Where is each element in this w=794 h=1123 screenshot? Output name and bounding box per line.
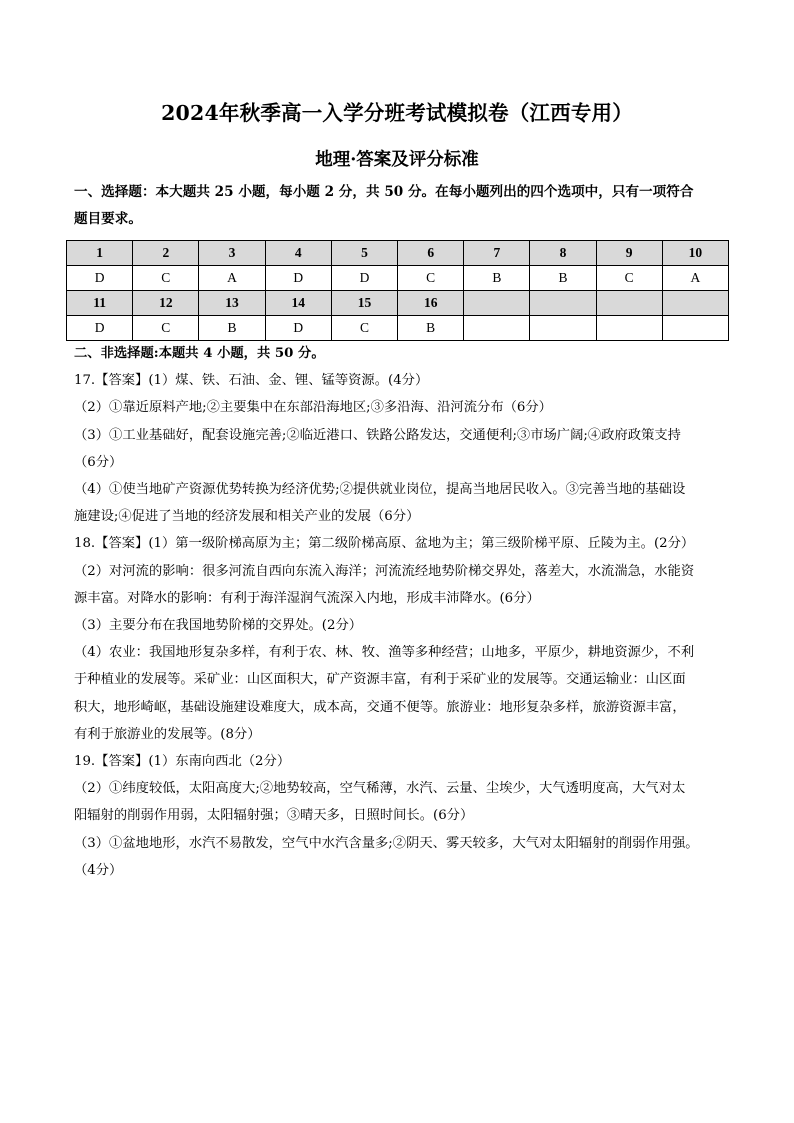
answer-line: 于种植业的发展等。采矿业：山区面积大，矿产资源丰富，有利于采矿业的发展等。交通运输业：山区面 [74, 672, 686, 688]
table-row [67, 316, 729, 341]
table-cell [662, 291, 728, 316]
table-cell: C [133, 266, 199, 291]
answer-line: （3）主要分布在我国地势阶梯的交界处。(2分） [74, 618, 363, 634]
table-cell [596, 316, 662, 341]
table-cell: C [596, 266, 662, 291]
table-cell: 16 [398, 291, 464, 316]
table-cell: A [662, 266, 728, 291]
table-cell: 6 [398, 241, 464, 266]
table-cell: 5 [331, 241, 397, 266]
answer-line: 源丰富。对降水的影响：有利于海洋湿润气流深入内地，形成丰沛降水。(6分） [74, 590, 540, 606]
table-cell: C [331, 316, 397, 341]
table-cell: B [199, 316, 265, 341]
answer-line: （6分） [74, 454, 123, 470]
answer-line: 阳辐射的削弱作用弱，太阳辐射强；③晴天多，日照时间长。(6分） [74, 808, 474, 824]
table-cell: D [67, 316, 133, 341]
table-cell: C [398, 266, 464, 291]
table-cell: 7 [464, 241, 530, 266]
page-title: 2024年秋季高一入学分班考试模拟卷（江西专用） [161, 101, 633, 125]
table-cell: 14 [265, 291, 331, 316]
table-cell [662, 316, 728, 341]
table-cell: 11 [67, 291, 133, 316]
table-cell [464, 316, 530, 341]
answer-line: 积大，地形崎岖，基础设施建设难度大，成本高，交通不便等。旅游业：地形复杂多样，旅游资源丰富， [74, 699, 686, 715]
answer-line: （4）①使当地矿产资源优势转换为经济优势;②提供就业岗位，提高当地居民收入。③完善当地的基础设 [74, 482, 686, 498]
page-subtitle: 地理·答案及评分标准 [315, 150, 479, 170]
table-cell [596, 291, 662, 316]
table-cell [464, 291, 530, 316]
table-cell: D [265, 266, 331, 291]
table-row [67, 241, 729, 266]
answer-line: （3）①盆地地形，水汽不易散发，空气中水汽含量多;②阴天、雾天较多，大气对太阳辐射的削弱作用强。 [74, 835, 699, 851]
table-cell: 3 [199, 241, 265, 266]
table-cell: C [133, 316, 199, 341]
table-cell: D [331, 266, 397, 291]
answer-line: （2）①靠近原料产地;②主要集中在东部沿海地区;③多沿海、沿河流分布（6分） [74, 400, 552, 416]
answer-line: 17.【答案】(1）煤、铁、石油、金、锂、锰等资源。(4分） [74, 373, 429, 389]
table-cell: 15 [331, 291, 397, 316]
answer-line: 18.【答案】(1）第一级阶梯高原为主；第二级阶梯高原、盆地为主；第三级阶梯平原、丘陵为主。(2分） [74, 536, 695, 552]
table-cell [530, 291, 596, 316]
answer-table [66, 240, 729, 341]
table-cell: 10 [662, 241, 728, 266]
table-cell: D [67, 266, 133, 291]
table-cell: D [265, 316, 331, 341]
section1-line: 一、选择题：本大题共 25 小题，每小题 2 分，共 50 分。在每小题列出的四个选项中，只有一项符合 [74, 184, 694, 200]
answer-line: （4分） [74, 862, 123, 878]
answer-line: （4）农业：我国地形复杂多样，有利于农、林、牧、渔等多种经营；山地多，平原少，耕地资源少，不利 [74, 645, 695, 661]
table-row [67, 291, 729, 316]
section1-line: 题目要求。 [74, 211, 142, 227]
table-cell: 8 [530, 241, 596, 266]
answer-line: 19.【答案】(1）东南向西北（2分） [74, 754, 291, 770]
table-cell: 13 [199, 291, 265, 316]
answers-body [74, 340, 754, 884]
answer-line: （2）对河流的影响：很多河流自西向东流入海洋；河流流经地势阶梯交界处，落差大，水流湍急，水能资 [74, 563, 695, 579]
table-cell [530, 316, 596, 341]
table-cell: B [398, 316, 464, 341]
answer-line: 有利于旅游业的发展等。(8分） [74, 726, 261, 742]
table-cell: 12 [133, 291, 199, 316]
table-cell: 1 [67, 241, 133, 266]
answer-line: （3）①工业基础好，配套设施完善;②临近港口、铁路公路发达，交通便利;③市场广阔;④政府政策支持 [74, 427, 681, 443]
table-cell: B [464, 266, 530, 291]
table-cell: 2 [133, 241, 199, 266]
section1-instructions [74, 179, 734, 233]
table-row [67, 266, 729, 291]
section2-heading: 二、非选择题:本题共 4 小题，共 50 分。 [74, 346, 325, 361]
table-cell: 9 [596, 241, 662, 266]
table-cell: 4 [265, 241, 331, 266]
table-cell: A [199, 266, 265, 291]
answer-line: 施建设;④促进了当地的经济发展和相关产业的发展（6分） [74, 509, 420, 525]
answer-line: （2）①纬度较低，太阳高度大;②地势较高，空气稀薄，水汽、云量、尘埃少，大气透明度高，大气对太 [74, 781, 686, 797]
table-cell: B [530, 266, 596, 291]
